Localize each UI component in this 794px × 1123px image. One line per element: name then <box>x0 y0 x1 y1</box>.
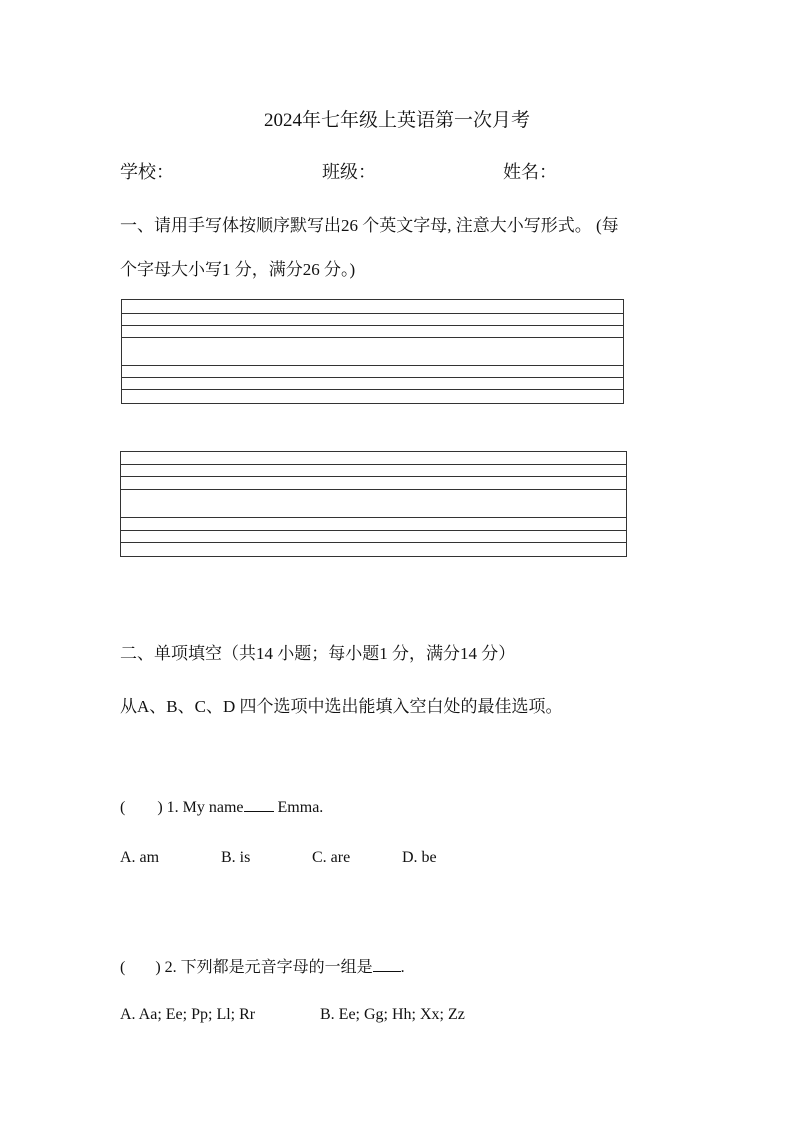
class-label: 班级： <box>322 162 376 182</box>
exam-title: 2024年七年级上英语第一次月考 <box>263 110 530 131</box>
q2-option-b[interactable]: B. Ee; Gg; Hh; Xx; Zz <box>320 1006 465 1023</box>
name-label: 姓名： <box>503 162 557 182</box>
answer-paren-open: ( <box>120 959 126 976</box>
writing-line <box>122 325 623 326</box>
q1-option-b[interactable]: B. is <box>221 849 251 866</box>
q1-option-d[interactable]: D. be <box>402 849 437 866</box>
writing-line <box>121 530 626 531</box>
question-text-before: My name <box>182 799 244 816</box>
answer-paren-close: ) <box>157 799 163 816</box>
writing-line <box>122 377 623 378</box>
question-number: 1. <box>166 799 179 816</box>
fill-blank[interactable] <box>244 797 274 812</box>
answer-paren-open: ( <box>120 799 126 816</box>
handwriting-lines-1 <box>121 299 624 404</box>
fill-blank[interactable] <box>373 957 401 972</box>
q1-option-c[interactable]: C. are <box>312 849 351 866</box>
writing-line <box>122 337 623 338</box>
section2-heading: 二、单项填空（共14 小题；每小题1 分，满分14 分） <box>120 644 516 663</box>
writing-line <box>121 464 626 465</box>
question-text-before: 下列都是元音字母的一组是 <box>180 959 373 976</box>
handwriting-lines-2 <box>120 451 627 557</box>
writing-line <box>121 542 626 543</box>
writing-line <box>121 517 626 518</box>
section1-instruction-line1: 一、请用手写体按顺序默写出26 个英文字母, 注意大小写形式。 (每 <box>120 216 619 235</box>
question-1 <box>120 797 323 817</box>
question-2 <box>120 954 405 977</box>
writing-line <box>121 489 626 490</box>
question-number: 2. <box>164 959 177 976</box>
school-label: 学校： <box>120 162 174 182</box>
q2-option-a[interactable]: A. Aa; Ee; Pp; Ll; Rr <box>120 1006 256 1023</box>
writing-line <box>121 476 626 477</box>
writing-line <box>122 389 623 390</box>
section2-instruction: 从A、B、C、D 四个选项中选出能填入空白处的最佳选项。 <box>120 697 563 716</box>
answer-paren-close: ) <box>155 959 161 976</box>
section1-instruction-line2: 个字母大小写1 分，满分26 分。) <box>120 260 356 279</box>
writing-line <box>122 313 623 314</box>
q1-option-a[interactable]: A. am <box>120 849 160 866</box>
question-text-after: Emma. <box>277 799 324 816</box>
writing-line <box>122 365 623 366</box>
question-text-after: . <box>400 959 405 976</box>
